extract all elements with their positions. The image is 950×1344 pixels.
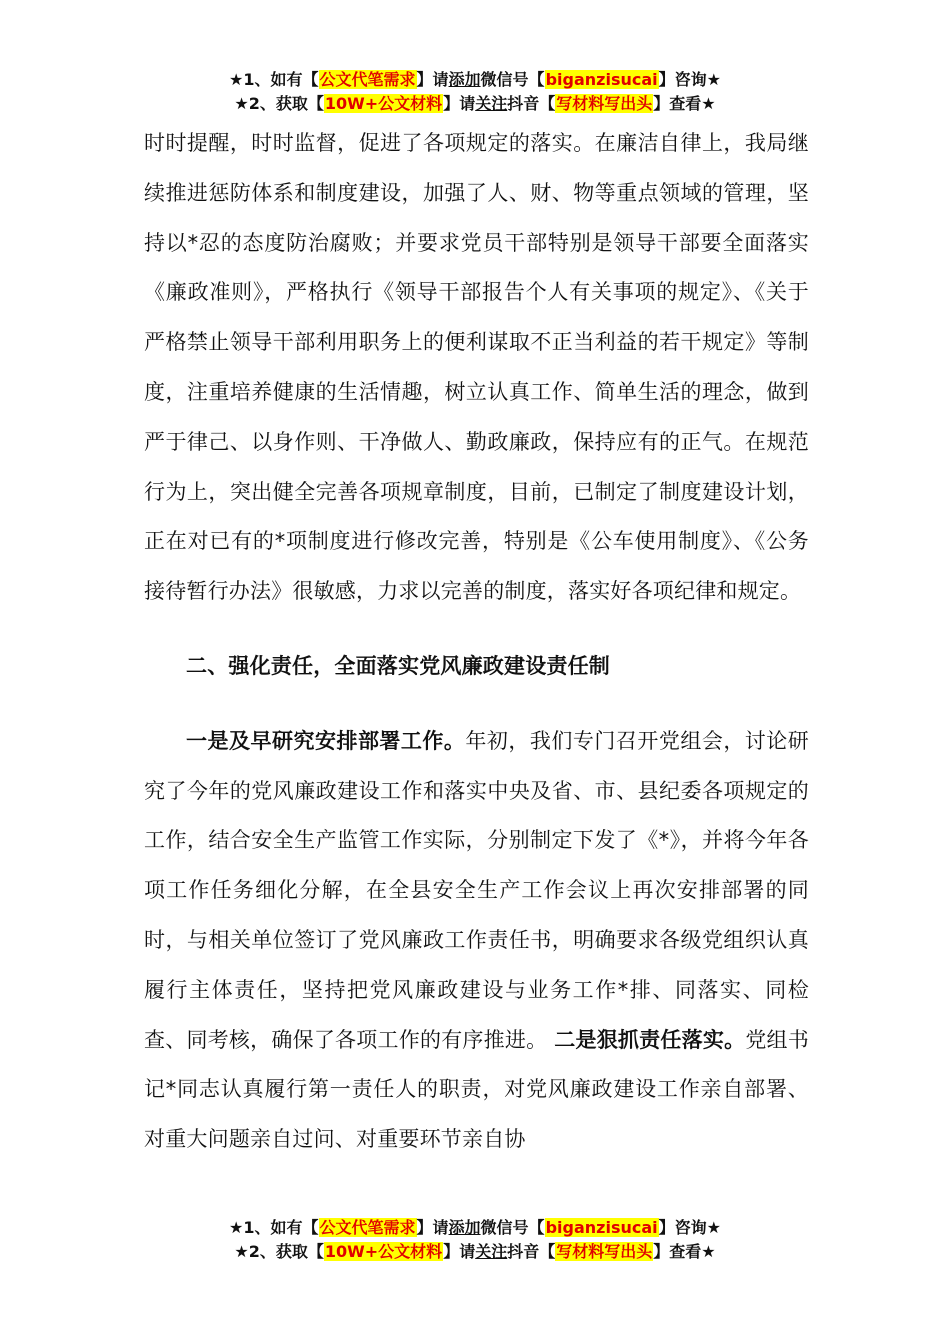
underlined-text: 添加 [448,70,481,89]
highlight-text: 公文代笔需求 [319,70,416,89]
highlight-text: 10W+公文材料 [324,1242,443,1261]
banner-text: 抖音【 [507,1242,556,1261]
highlight-text: 10W+公文材料 [324,94,443,113]
banner-text: 2、获取【 [248,94,324,113]
header-banner [0,68,950,116]
star-icon: ★ [706,70,721,89]
star-icon: ★ [701,94,716,113]
banner-line-1 [0,1216,950,1240]
banner-text: 1、如有【 [243,1218,319,1237]
underlined-text: 关注 [475,94,508,113]
banner-text: 微信号【 [480,70,545,89]
star-icon: ★ [234,1242,249,1261]
document-body [144,119,809,1165]
paragraph-text-2: 党组书记*同志认真履行第一责任人的职责，对党风廉政建设工作亲自部署、对重大问题亲自过问、对重要环节亲自协 [144,1027,809,1152]
paragraph-discipline: 时时提醒，时时监督，促进了各项规定的落实。在廉洁自律上，我局继续推进惩防体系和制度建设，加强了人、财、物等重点领域的管理，坚持以*忍的态度防治腐败；并要求党员干部特别是领导干部要全面落实《廉政准则》，严格执行《领导干部报告个人有关事项的规定》、《关于严格禁止领导干部利用职务上的便利谋取不正当利益的若干规定》等制度，注重培养健康的生活情趣，树立认真工作、简单生活的理念，做到严于律己、以身作则、干净做人、勤政廉政，保持应有的正气。在规范行为上，突出健全完善各项规章制度，目前，已制定了制度建设计划，正在对已有的*项制度进行修改完善，特别是《公车使用制度》、《公务接待暂行办法》很敏感，力求以完善的制度，落实好各项纪律和规定。 [144,131,809,604]
banner-text: 】请 [443,1242,476,1261]
banner-text: 】请 [416,70,449,89]
bold-lead-2: 二是狠抓责任落实。 [554,1027,746,1052]
banner-line-1 [0,68,950,92]
banner-text: 】咨询 [658,70,707,89]
banner-text: 2、获取【 [248,1242,324,1261]
douyin-account: 写材料写出头 [556,1242,653,1261]
banner-text: 1、如有【 [243,70,319,89]
wechat-id: biganzisucai [545,70,658,89]
paragraph-responsibility [144,717,809,1165]
banner-text: 抖音【 [507,94,556,113]
underlined-text: 添加 [448,1218,481,1237]
banner-text: 】查看 [653,1242,702,1261]
banner-text: 】查看 [653,94,702,113]
star-icon: ★ [706,1218,721,1237]
underlined-text: 关注 [475,1242,508,1261]
banner-text: 】请 [443,94,476,113]
star-icon: ★ [229,1218,244,1237]
wechat-id: biganzisucai [545,1218,658,1237]
star-icon: ★ [234,94,249,113]
highlight-text: 公文代笔需求 [319,1218,416,1237]
douyin-account: 写材料写出头 [556,94,653,113]
paragraph-text-1: 年初，我们专门召开党组会，讨论研究了今年的党风廉政建设工作和落实中央及省、市、县纪委各项规定的工作，结合安全生产监管工作实际，分别制定下发了《*》，并将今年各项工作任务细化分解，在全县安全生产工作会议上再次安排部署的同时，与相关单位签订了党风廉政工作责任书，明确要求各级党组织认真履行主体责任，坚持把党风廉政建设与业务工作*排、同落实、同检查、同考核，确保了各项工作的有序推进。 [144,728,809,1052]
banner-text: 】咨询 [658,1218,707,1237]
section-heading: 二、强化责任，全面落实党风廉政建设责任制 [186,653,610,678]
footer-banner [0,1216,950,1264]
bold-lead-1: 一是及早研究安排部署工作。 [186,728,466,753]
star-icon: ★ [229,70,244,89]
banner-line-2 [0,1240,950,1264]
banner-line-2 [0,92,950,116]
star-icon: ★ [701,1242,716,1261]
banner-text: 微信号【 [480,1218,545,1237]
banner-text: 】请 [416,1218,449,1237]
